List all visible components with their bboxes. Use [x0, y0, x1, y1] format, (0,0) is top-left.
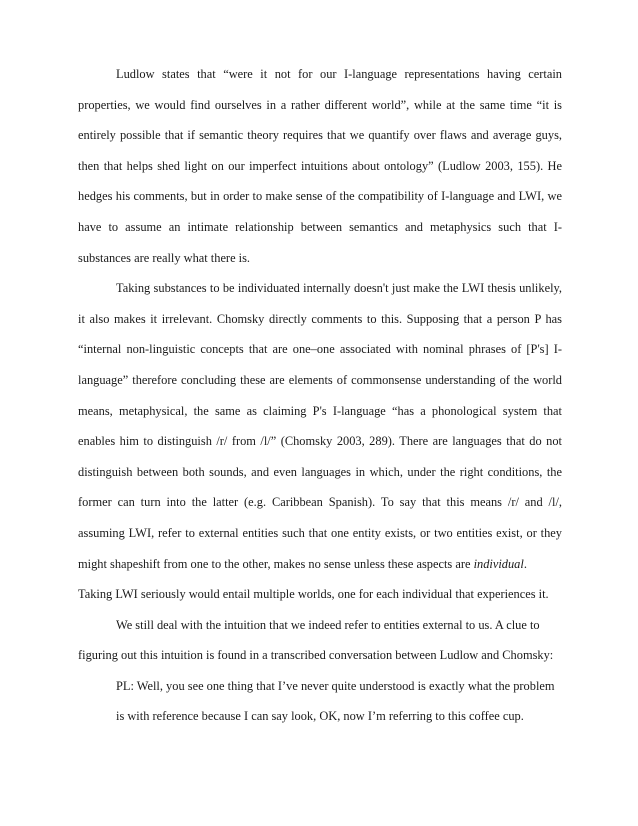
text-line: We still deal with the intuition that we indeed refer to entities external to us. A clue to: [116, 617, 540, 632]
text-line: hedges his comments, but in order to make sense of the compatibility of I-language and LWI, we: [78, 189, 562, 204]
text-line: Ludlow states that “were it not for our I-language representations having certain: [116, 67, 562, 81]
text-line: former can turn into the latter (e.g. Caribbean Spanish). To say that this means /r/ and /l/,: [78, 495, 562, 510]
text-segment: .: [523, 556, 527, 571]
text-segment: might shapeshift from one to the other, makes no sense unless these aspects are: [78, 556, 474, 571]
text-line: it also makes it irrelevant. Chomsky directly comments to this. Supposing that a person P has: [78, 311, 562, 326]
text-line: have to assume an intimate relationship between semantics and metaphysics such that I-: [78, 219, 562, 234]
text-line: “internal non-linguistic concepts that are one–one associated with nominal phrases of [P's] I-: [78, 342, 562, 357]
text-line: means, metaphysical, the same as claiming P's I-language “has a phonological system that: [78, 403, 562, 418]
text-line: distinguish between both sounds, and even languages in which, under the right conditions, the: [78, 464, 562, 479]
text-line: entirely possible that if semantic theory requires that we quantify over flaws and average guys,: [78, 128, 562, 143]
text-line: Taking substances to be individuated internally doesn't just make the LWI thesis unlikely,: [116, 281, 562, 296]
emphasis-text: individual: [473, 556, 524, 571]
text-line: then that helps shed light on our imperfect intuitions about ontology” (Ludlow 2003, 155). He: [78, 158, 562, 173]
text-line: [78, 556, 562, 587]
text-line: enables him to distinguish /r/ from /l/” (Chomsky 2003, 289). There are languages that do not: [78, 434, 562, 449]
text-line: substances are really what there is.: [78, 250, 251, 265]
quote-line: PL: Well, you see one thing that I’ve never quite understood is exactly what the problem: [116, 678, 555, 693]
document-body: [78, 66, 562, 739]
text-line: language” therefore concluding these are elements of commonsense understanding of the world: [78, 372, 562, 387]
quote-line: is with reference because I can say look, OK, now I’m referring to this coffee cup.: [116, 709, 524, 724]
text-line: figuring out this intuition is found in a transcribed conversation between Ludlow and Chomsky:: [78, 648, 554, 663]
text-line: properties, we would find ourselves in a rather different world”, while at the same time “it is: [78, 97, 562, 112]
text-line: Taking LWI seriously would entail multiple worlds, one for each individual that experiences it.: [78, 587, 549, 602]
text-line: assuming LWI, refer to external entities such that one entity exists, or two entities exist, or they: [78, 525, 562, 540]
